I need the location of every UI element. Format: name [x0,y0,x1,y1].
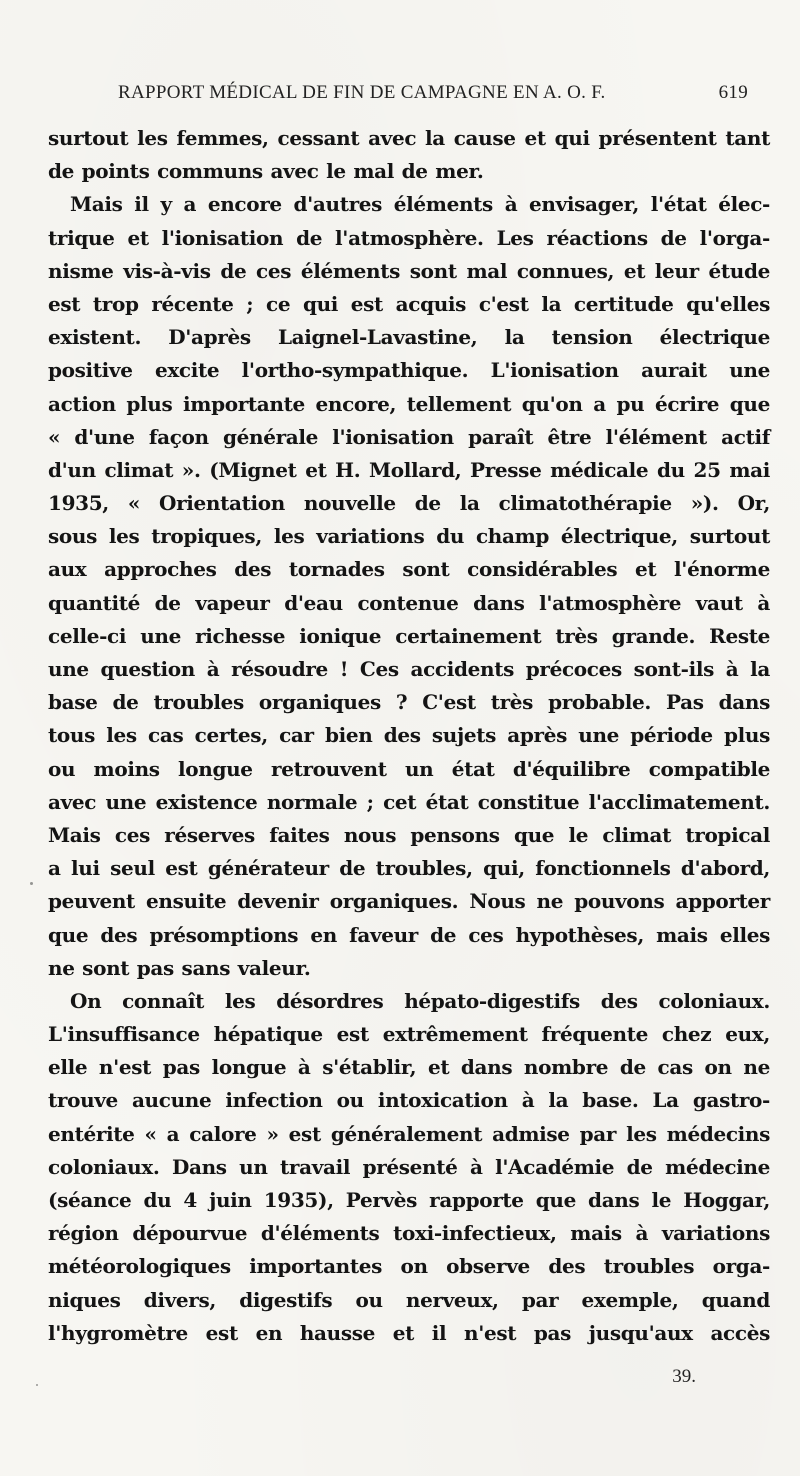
text-line: trique et l'ionisation de l'atmosphère. Les réactions de l'orga- [48,225,770,250]
text-line: existent. D'après Laignel-Lavastine, la tension électrique [48,325,770,350]
text-line: l'hygromètre est en hausse et il n'est pas jusqu'aux accès [48,1320,770,1345]
text-line: Mais il y a encore d'autres éléments à envisager, l'état élec- [70,192,770,217]
running-title: RAPPORT MÉDICAL DE FIN DE CAMPAGNE EN A. O. F. [118,82,606,103]
text-line: positive excite l'ortho-sympathique. L'ionisation aurait une [48,358,770,383]
text-line: 1935, « Orientation nouvelle de la climatothérapie »). Or, [48,491,770,516]
text-line: une question à résoudre ! Ces accidents précoces sont-ils à la [48,657,770,681]
text-line: elle n'est pas longue à s'établir, et dans nombre de cas on ne [48,1055,770,1080]
body-text [48,122,770,1350]
text-line: entérite « a calore » est généralement admise par les médecins [48,1121,770,1146]
text-line: peuvent ensuite devenir organiques. Nous ne pouvons apporter [48,889,770,914]
text-line: (séance du 4 juin 1935), Pervès rapporte que dans le Hoggar, [48,1188,770,1212]
text-line: a lui seul est générateur de troubles, qui, fonctionnels d'abord, [48,856,770,881]
text-line: Mais ces réserves faites nous pensons que le climat tropical [48,822,770,847]
text-line: de points communs avec le mal de mer. [48,159,484,184]
text-line: d'un climat ». (Mignet et H. Mollard, Presse médicale du 25 mai [48,457,770,482]
running-head [118,82,752,108]
text-line: On connaît les désordres hépato-digestifs des coloniaux. [70,988,770,1013]
text-line: région dépourvue d'éléments toxi-infectieux, mais à variations [48,1221,770,1246]
text-line: « d'une façon générale l'ionisation paraît être l'élément actif [48,424,770,449]
text-line: celle-ci une richesse ionique certainement très grande. Reste [48,623,770,648]
text-line: niques divers, digestifs ou nerveux, par exemple, quand [48,1287,770,1312]
text-line: action plus importante encore, tellement qu'on a pu écrire que [48,391,770,416]
text-line: sous les tropiques, les variations du champ électrique, surtout [48,524,770,549]
text-line: quantité de vapeur d'eau contenue dans l'atmosphère vaut à [48,590,770,615]
text-line: que des présomptions en faveur de ces hypothèses, mais elles [48,922,770,947]
text-line: coloniaux. Dans un travail présenté à l'Académie de médecine [48,1154,770,1179]
text-line: L'insuffisance hépatique est extrêmement fréquente chez eux, [48,1022,770,1047]
text-line: ou moins longue retrouvent un état d'équilibre compatible [48,756,770,781]
text-line: tous les cas certes, car bien des sujets après une période plus [48,723,770,748]
print-speck [36,1384,38,1386]
text-line: trouve aucune infection ou intoxication à la base. La gastro- [48,1088,770,1113]
text-line: avec une existence normale ; cet état constitue l'acclimatement. [48,789,770,814]
text-line: surtout les femmes, cessant avec la cause et qui présentent tant [48,126,770,150]
text-line: aux approches des tornades sont considérables et l'énorme [48,557,770,582]
text-line: ne sont pas sans valeur. [48,955,311,980]
print-speck [30,882,33,885]
page-number: 619 [718,82,748,103]
text-line: nisme vis-à-vis de ces éléments sont mal connues, et leur étude [48,258,770,283]
text-line: météorologiques importantes on observe des troubles orga- [48,1254,770,1279]
signature-mark: 39. [672,1366,696,1387]
text-line: base de troubles organiques ? C'est très probable. Pas dans [48,690,770,715]
text-line: est trop récente ; ce qui est acquis c'est la certitude qu'elles [48,291,770,316]
